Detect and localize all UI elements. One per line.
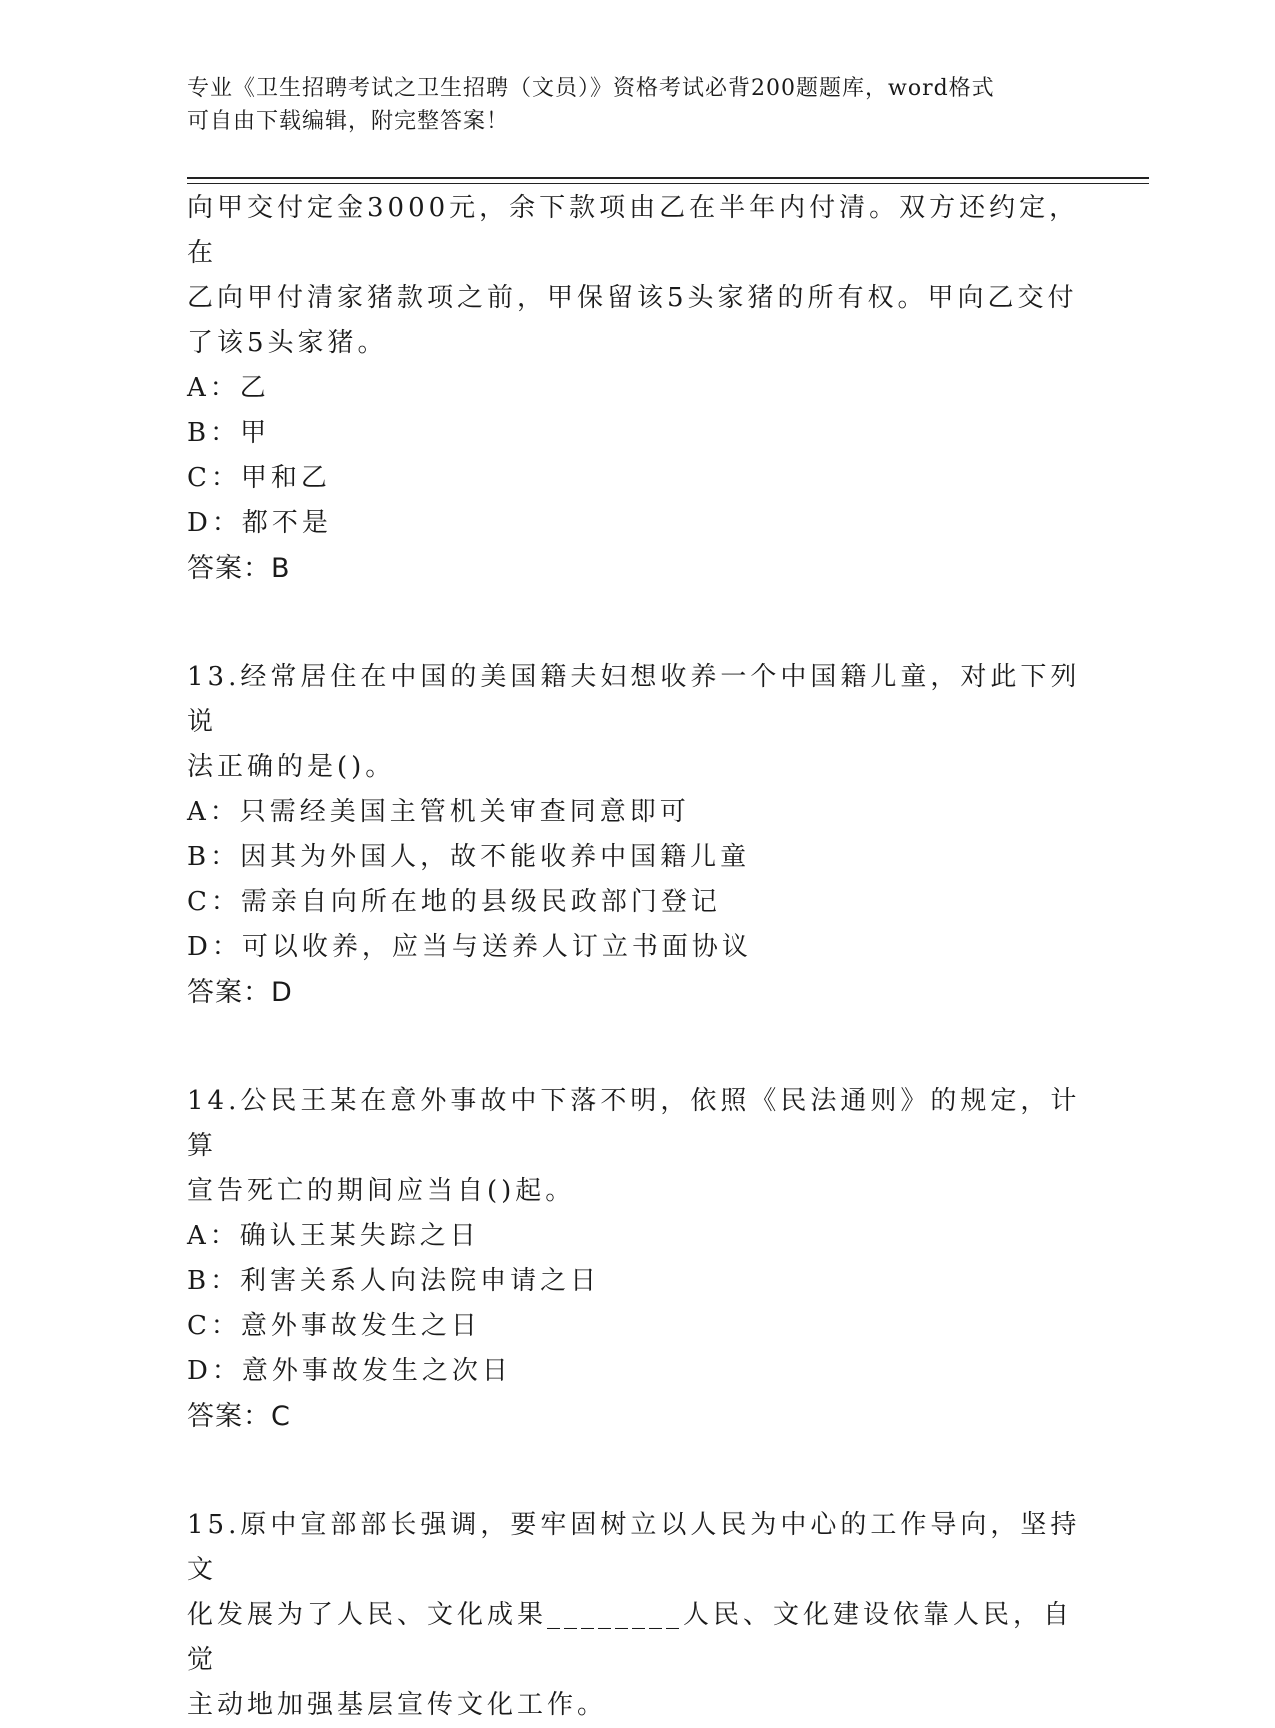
option-c: C：意外事故发生之日 <box>187 1311 481 1341</box>
option-d: D：可以收养，应当与送养人订立书面协议 <box>187 932 752 962</box>
option-b: B：甲 <box>187 418 271 448</box>
answer-line: 答案：C <box>187 1401 291 1432</box>
question-13 <box>187 655 1087 1015</box>
page-header <box>187 72 1067 138</box>
answer-line: 答案：B <box>187 553 291 584</box>
option-a: A：确认王某失踪之日 <box>187 1221 480 1251</box>
header-divider <box>187 177 1149 184</box>
question-text-line: 主动地加强基层宣传文化工作。 <box>187 1690 608 1720</box>
question-12-continued <box>187 186 1087 591</box>
question-15 <box>187 1503 1087 1728</box>
question-14 <box>187 1079 1087 1439</box>
question-text-line: 15.原中宣部部长强调，要牢固树立以人民为中心的工作导向，坚持文 <box>187 1510 1081 1585</box>
question-text-line: 化发展为了人民、文化成果________人民、文化建设依靠人民，自觉 <box>187 1600 1074 1675</box>
question-text-line: 宣告死亡的期间应当自()起。 <box>187 1176 576 1206</box>
question-text-line: 14.公民王某在意外事故中下落不明，依照《民法通则》的规定，计算 <box>187 1086 1081 1161</box>
option-b: B：因其为外国人，故不能收养中国籍儿童 <box>187 842 751 872</box>
option-c: C：需亲自向所在地的县级民政部门登记 <box>187 887 721 917</box>
option-c: C：甲和乙 <box>187 463 331 493</box>
question-text-line: 13.经常居住在中国的美国籍夫妇想收养一个中国籍儿童，对此下列说 <box>187 662 1081 737</box>
header-title-line-2: 可自由下载编辑，附完整答案！ <box>187 109 510 134</box>
question-text-line: 了该5头家猪。 <box>187 328 388 358</box>
option-d: D：都不是 <box>187 508 332 538</box>
option-b: B：利害关系人向法院申请之日 <box>187 1266 601 1296</box>
question-text-line: 法正确的是()。 <box>187 752 396 782</box>
question-text-line: 乙向甲付清家猪款项之前，甲保留该5头家猪的所有权。甲向乙交付 <box>187 283 1078 313</box>
option-d: D：意外事故发生之次日 <box>187 1356 512 1386</box>
option-a: A：只需经美国主管机关审查同意即可 <box>187 797 690 827</box>
answer-line: 答案：D <box>187 977 293 1008</box>
option-a: A：乙 <box>187 373 270 403</box>
document-body <box>187 186 1087 1728</box>
header-title-line-1: 专业《卫生招聘考试之卫生招聘（文员）》资格考试必背200题题库，word格式 <box>187 76 995 101</box>
question-text-line: 向甲交付定金3000元，余下款项由乙在半年内付清。双方还约定，在 <box>187 193 1080 268</box>
